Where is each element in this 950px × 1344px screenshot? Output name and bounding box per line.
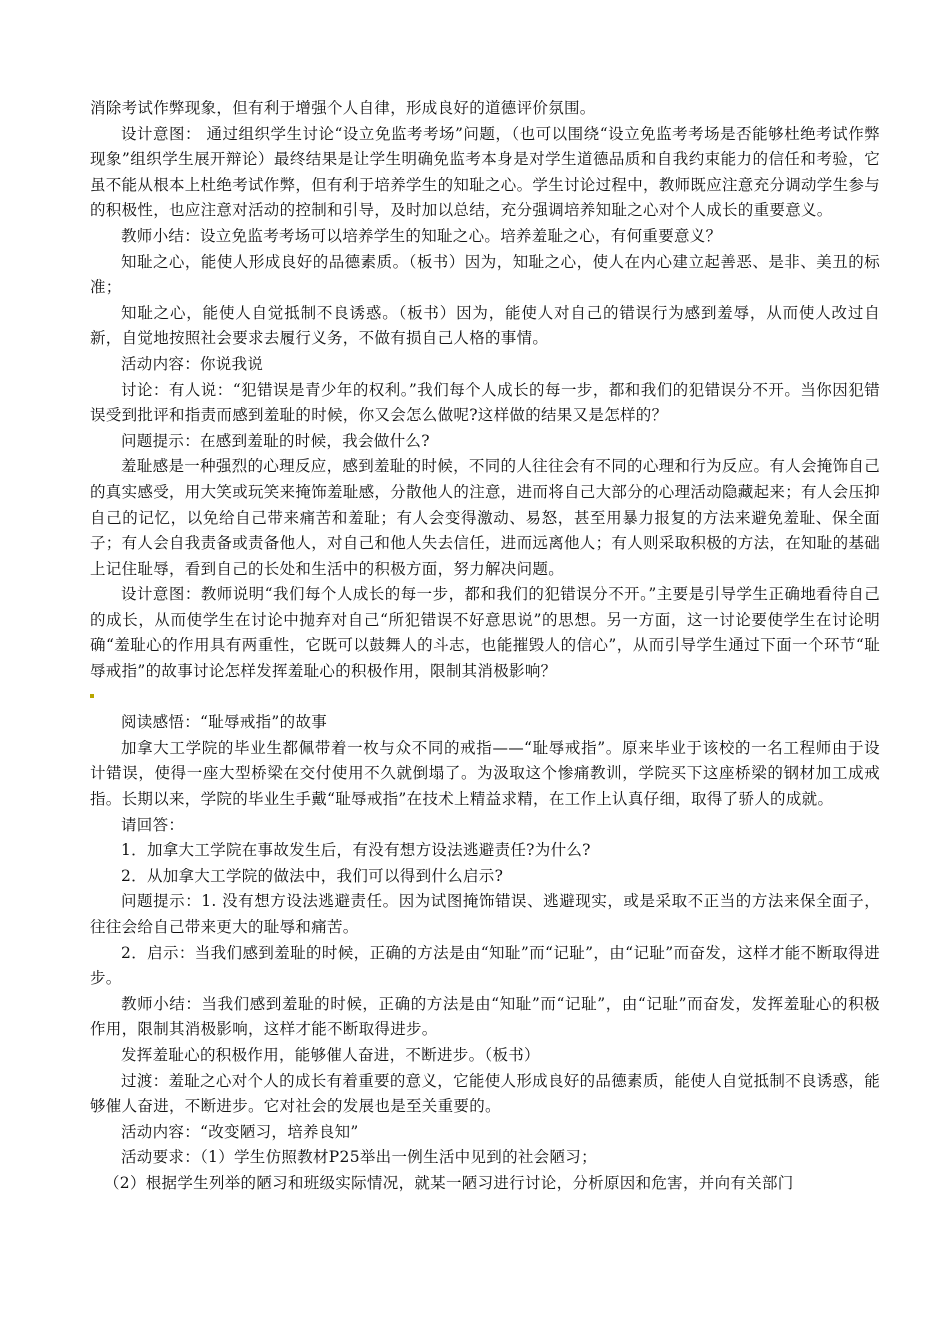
- paragraph-please-answer: 请回答：: [121, 815, 185, 834]
- paragraph-discussion: 讨论：有人说：“犯错误是青少年的权利。”我们每个人成长的每一步，都和我们的犯错误分不开。当你因犯错误受到批评和指责而感到羞耻的时候，你又会怎么做呢?这样做的结果又是怎样的？: [90, 380, 880, 425]
- paragraph-teacher-summary-1: 教师小结：设立免监考考场可以培养学生的知耻之心。培养羞耻之心，有何重要意义？: [121, 226, 722, 245]
- paragraph-board-note-2: 知耻之心，能使人自觉抵制不良诱惑。（板书）因为，能使人对自己的错误行为感到羞辱，从而使人改过自新，自觉地按照社会要求去履行义务，不做有损自己人格的事情。: [90, 303, 880, 348]
- paragraph-question-1: 1．加拿大工学院在事故发生后，有没有想方设法逃避责任?为什么?: [121, 841, 591, 860]
- marker-dot-icon: [90, 694, 94, 698]
- document-page: [90, 96, 880, 1197]
- paragraph-design-intent-2: 设计意图：教师说明“我们每个人成长的每一步，都和我们的犯错误分不开。”主要是引导学生正确地看待自己的成长，从而使学生在讨论中抛弃对自己“所犯错误不好意思说”的思想。另一方面，这一讨论要使学生在讨论明确“羞耻心的作用具有两重性，它既可以鼓舞人的斗志，也能摧毁人的信心”，从而引导学生通过下面一个环节“耻辱戒指”的故事讨论怎样发挥羞耻心的积极作用，限制其消极影响？: [90, 585, 880, 681]
- paragraph-hint-2: 问题提示：1. 没有想方设法逃避责任。因为试图掩饰错误、逃避现实，或是采取不正当的方法来保全面子，往往会给自己带来更大的耻辱和痛苦。: [90, 892, 880, 936]
- paragraph-board-note-1: 知耻之心，能使人形成良好的品德素质。（板书）因为，知耻之心，使人在内心建立起善恶、是非、美丑的标准；: [90, 252, 880, 297]
- paragraph-activity-2: 活动内容：“改变陋习，培养良知”: [121, 1122, 359, 1141]
- paragraph-inspiration: 2．启示：当我们感到羞耻的时候，正确的方法是由“知耻”而“记耻”，由“记耻”而奋发，这样才能不断取得进步。: [90, 943, 880, 988]
- paragraph-teacher-summary-2: 教师小结：当我们感到羞耻的时候，正确的方法是由“知耻”而“记耻”，由“记耻”而奋发，发挥羞耻心的积极作用，限制其消极影响，这样才能不断取得进步。: [90, 994, 880, 1039]
- paragraph-hint-1: 问题提示：在感到羞耻的时候，我会做什么?: [121, 431, 430, 450]
- paragraph-ring-story: 加拿大工学院的毕业生都佩带着一枚与众不同的戒指——“耻辱戒指”。原来毕业于该校的一名工程师由于设计错误，使得一座大型桥梁在交付使用不久就倒塌了。为汲取这个惨痛教训，学院买下这座桥梁的钢材加工成戒指。长期以来，学院的毕业生手戴“耻辱戒指”在技术上精益求精，在工作上认真仔细，取得了骄人的成就。: [90, 738, 880, 809]
- paragraph-shame-reactions: 羞耻感是一种强烈的心理反应，感到羞耻的时候，不同的人往往会有不同的心理和行为反应。有人会掩饰自己的真实感受，用大笑或玩笑来掩饰羞耻感，分散他人的注意，进而将自己大部分的心理活动隐藏起来；有人会压抑自己的记忆，以免给自己带来痛苦和羞耻；有人会变得激动、易怒，甚至用暴力报复的方法来避免羞耻、保全面子；有人会自我责备或责备他人，对自己和他人失去信任，进而远离他人；有人则采取积极的方法，在知耻的基础上记住耻辱，看到自己的长处和生活中的积极方面，努力解决问题。: [90, 457, 881, 578]
- paragraph-activity-requirement-2: （2）根据学生列举的陋习和班级实际情况，就某一陋习进行讨论，分析原因和危害，并向有关部门: [104, 1173, 794, 1192]
- paragraph-reading-title: 阅读感悟：“耻辱戒指”的故事: [121, 713, 328, 732]
- paragraph-transition: 过渡：羞耻之心对个人的成长有着重要的意义，它能使人形成良好的品德素质，能使人自觉抵制不良诱惑，能够催人奋进，不断进步。它对社会的发展也是至关重要的。: [90, 1071, 880, 1116]
- blank-line: [90, 685, 880, 711]
- paragraph-activity-1: 活动内容：你说我说: [121, 354, 264, 373]
- paragraph-board-note-3: 发挥羞耻心的积极作用，能够催人奋进，不断进步。（板书）: [121, 1045, 540, 1064]
- paragraph-activity-requirement-1: 活动要求：（1）学生仿照教材P25举出一例生活中见到的社会陋习；: [121, 1148, 597, 1167]
- paragraph-question-2: 2．从加拿大工学院的做法中，我们可以得到什么启示?: [121, 866, 504, 885]
- paragraph-continuation: 消除考试作弊现象，但有利于增强个人自律，形成良好的道德评价氛围。: [90, 99, 596, 117]
- paragraph-design-intent-1: 设计意图： 通过组织学生讨论“设立免监考考场”问题，（也可以围绕“设立免监考考场是否能够杜绝考试作弊现象”组织学生展开辩论）最终结果是让学生明确免监考本身是对学生道德品质和自我约束能力的信任和考验，它虽不能从根本上杜绝考试作弊，但有利于培养学生的知耻之心。学生讨论过程中，教师既应注意充分调动学生参与的积极性，也应注意对活动的控制和引导，及时加以总结，充分强调培养知耻之心对个人成长的重要意义。: [90, 124, 881, 220]
